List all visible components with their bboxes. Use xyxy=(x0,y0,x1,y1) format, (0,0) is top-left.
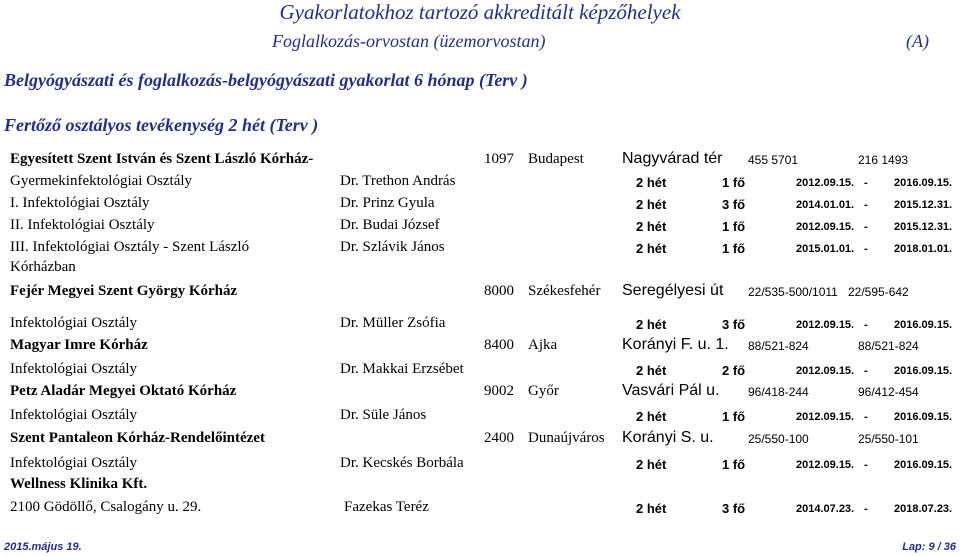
capacity: 1 fő xyxy=(722,457,746,472)
department-head: Dr. Budai József xyxy=(340,217,440,233)
valid-to: 2018.01.01. xyxy=(894,243,953,255)
duration: 2 hét xyxy=(636,175,667,190)
duration: 2 hét xyxy=(636,197,667,212)
capacity: 3 fő xyxy=(722,317,746,332)
institution-zip: 9002 xyxy=(484,383,514,399)
valid-to: 2016.09.15. xyxy=(894,319,953,331)
institution-zip: 8000 xyxy=(484,283,514,299)
page-subtitle: Foglalkozás-orvostan (üzemorvostan) xyxy=(272,31,546,51)
duration: 2 hét xyxy=(636,409,667,424)
duration: 2 hét xyxy=(636,363,667,378)
institution-phone: 96/418-244 xyxy=(748,385,809,399)
capacity: 1 fő xyxy=(722,175,746,190)
capacity: 1 fő xyxy=(722,409,746,424)
department-head: Dr. Kecskés Borbála xyxy=(340,455,464,471)
institution-street: Nagyvárad tér xyxy=(622,150,723,167)
valid-to: 2016.09.15. xyxy=(894,411,953,423)
capacity: 1 fő xyxy=(722,219,746,234)
valid-from: 2012.09.15. xyxy=(796,221,855,233)
valid-from: 2012.09.15. xyxy=(796,459,855,471)
institution-zip: 8400 xyxy=(484,337,514,353)
institution-name: Wellness Klinika Kft. xyxy=(10,476,148,492)
institution-address: 2100 Gödöllő, Csalogány u. 29. xyxy=(10,499,202,515)
valid-from: 2015.01.01. xyxy=(796,243,855,255)
duration: 2 hét xyxy=(636,317,667,332)
department-name: I. Infektológiai Osztály xyxy=(10,195,150,211)
institution-city: Dunaújváros xyxy=(528,430,605,446)
institution-name: Magyar Imre Kórház xyxy=(10,337,148,353)
department-name: Infektológiai Osztály xyxy=(10,361,138,377)
department-name: III. Infektológiai Osztály - Szent László xyxy=(10,239,250,255)
valid-from: 2012.09.15. xyxy=(796,411,855,423)
institution-fax: 96/412-454 xyxy=(858,385,919,399)
capacity: 1 fő xyxy=(722,241,746,256)
capacity: 2 fő xyxy=(722,363,746,378)
institution-phone: 22/535-500/1011 xyxy=(748,285,838,299)
institution-zip: 2400 xyxy=(484,430,514,446)
department-name: Infektológiai Osztály xyxy=(10,407,138,423)
institution-street: Seregélyesi út xyxy=(622,282,724,299)
valid-to: 2016.09.15. xyxy=(894,177,953,189)
valid-to: 2015.12.31. xyxy=(894,221,953,233)
footer-page-number: Lap: 9 / 36 xyxy=(902,541,956,553)
institution-phone: 88/521-824 xyxy=(748,339,809,353)
valid-from: 2014.01.01. xyxy=(796,199,855,211)
institution-city: Ajka xyxy=(528,337,558,353)
duration: 2 hét xyxy=(636,457,667,472)
valid-from: 2012.09.15. xyxy=(796,365,855,377)
department-head: Fazekas Teréz xyxy=(344,499,429,515)
institution-name: Fejér Megyei Szent György Kórház xyxy=(10,283,238,299)
department-head: Dr. Trethon András xyxy=(340,173,456,189)
institution-zip: 1097 xyxy=(484,151,514,167)
date-separator: - xyxy=(864,221,868,233)
department-head: Dr. Süle János xyxy=(340,407,427,423)
date-separator: - xyxy=(864,411,868,423)
date-separator: - xyxy=(864,199,868,211)
department-name: Gyermekinfektológiai Osztály xyxy=(10,173,193,189)
department-name-continued: Kórházban xyxy=(10,259,76,275)
duration: 2 hét xyxy=(636,241,667,256)
valid-from: 2014.07.23. xyxy=(796,503,855,515)
institution-street: Vasvári Pál u. xyxy=(622,382,720,399)
institution-phone: 455 5701 xyxy=(748,153,799,167)
capacity: 3 fő xyxy=(722,501,746,516)
valid-from: 2012.09.15. xyxy=(796,177,855,189)
duration: 2 hét xyxy=(636,219,667,234)
institution-name: Egyesített Szent István és Szent László Kórház- xyxy=(10,151,314,167)
department-head: Dr. Müller Zsófia xyxy=(340,315,446,331)
institution-street: Korányi F. u. 1. xyxy=(622,336,729,353)
institution-fax: 88/521-824 xyxy=(858,339,919,353)
institution-fax: 216 1493 xyxy=(858,153,909,167)
department-head: Dr. Szlávik János xyxy=(340,239,445,255)
date-separator: - xyxy=(864,365,868,377)
institution-name: Szent Pantaleon Kórház-Rendelőintézet xyxy=(10,430,265,446)
department-name: Infektológiai Osztály xyxy=(10,455,138,471)
institution-city: Székesfehér xyxy=(528,283,601,299)
valid-to: 2018.07.23. xyxy=(894,503,953,515)
institution-name: Petz Aladár Megyei Oktató Kórház xyxy=(10,383,237,399)
page-code: (A) xyxy=(906,31,929,51)
department-name: Infektológiai Osztály xyxy=(10,315,138,331)
valid-to: 2016.09.15. xyxy=(894,365,953,377)
page-title: Gyakorlatokhoz tartozó akkreditált képzőhelyek xyxy=(279,0,681,24)
valid-from: 2012.09.15. xyxy=(796,319,855,331)
institution-fax: 22/595-642 xyxy=(848,285,909,299)
department-head: Dr. Prinz Gyula xyxy=(340,195,435,211)
date-separator: - xyxy=(864,243,868,255)
valid-to: 2016.09.15. xyxy=(894,459,953,471)
section-heading-internal-medicine: Belgyógyászati és foglalkozás-belgyógyászati gyakorlat 6 hónap (Terv ) xyxy=(4,70,528,90)
duration: 2 hét xyxy=(636,501,667,516)
department-name: II. Infektológiai Osztály xyxy=(10,217,155,233)
valid-to: 2015.12.31. xyxy=(894,199,953,211)
capacity: 3 fő xyxy=(722,197,746,212)
date-separator: - xyxy=(864,177,868,189)
date-separator: - xyxy=(864,319,868,331)
institution-city: Budapest xyxy=(528,151,584,167)
institution-fax: 25/550-101 xyxy=(858,432,919,446)
section-heading-infectious: Fertőző osztályos tevékenység 2 hét (Terv ) xyxy=(4,115,319,135)
footer-date: 2015.május 19. xyxy=(4,541,82,553)
date-separator: - xyxy=(864,459,868,471)
institution-street: Korányi S. u. xyxy=(622,429,714,446)
institution-phone: 25/550-100 xyxy=(748,432,809,446)
date-separator: - xyxy=(864,503,868,515)
department-head: Dr. Makkai Erzsébet xyxy=(340,361,464,377)
institution-city: Győr xyxy=(528,383,559,399)
